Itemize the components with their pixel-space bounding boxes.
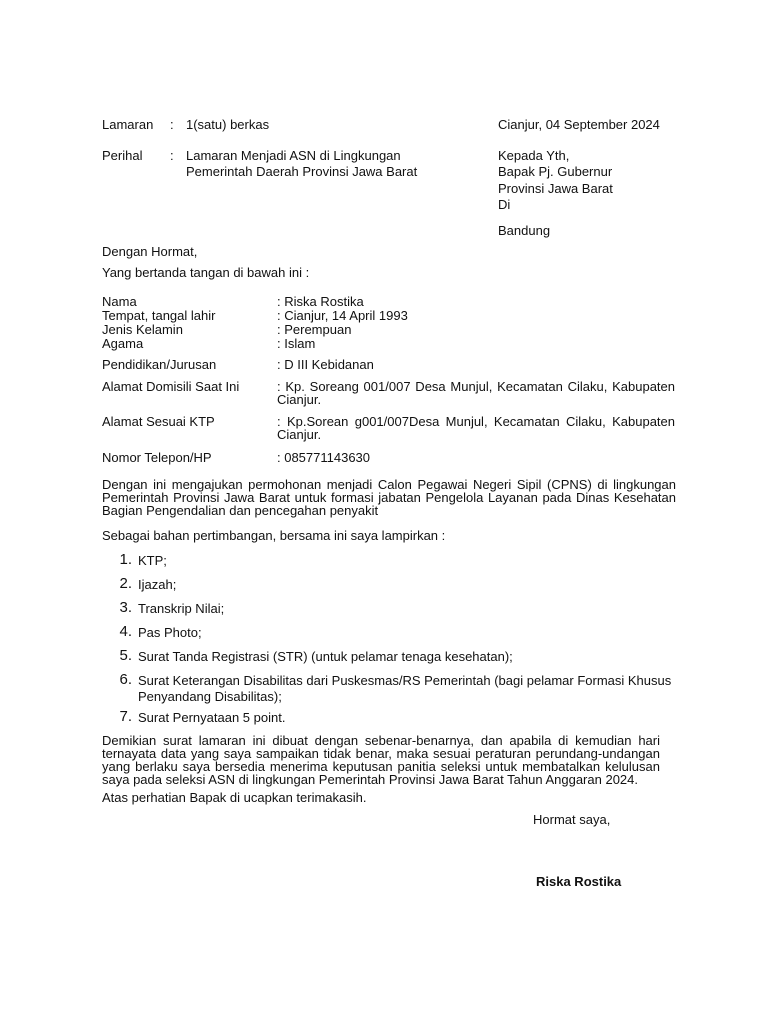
field-label-ktp: Alamat Sesuai KTP bbox=[102, 414, 215, 429]
field-label-domisili: Alamat Domisili Saat Ini bbox=[102, 379, 240, 394]
thanks-line: Atas perhatian Bapak di ucapkan terimakasih. bbox=[102, 790, 367, 805]
recipient-line3: Provinsi Jawa Barat bbox=[498, 181, 613, 196]
list-item: Pas Photo; bbox=[138, 625, 202, 640]
list-item: Transkrip Nilai; bbox=[138, 601, 225, 616]
field-value-ttl: : Cianjur, 14 April 1993 bbox=[277, 308, 408, 323]
perihal-colon: : bbox=[170, 148, 174, 163]
lamaran-value: 1(satu) berkas bbox=[186, 117, 270, 132]
field-value-domisili: : Kp. Soreang 001/007 Desa Munjul, Kecamatan Cilaku, Kabupaten Cianjur. bbox=[277, 379, 675, 407]
field-label-ttl: Tempat, tangal lahir bbox=[102, 308, 216, 323]
list-number: 4. bbox=[119, 623, 132, 640]
list-item: Surat Tanda Registrasi (STR) (untuk pelamar tenaga kesehatan); bbox=[138, 649, 513, 664]
field-label-nama: Nama bbox=[102, 294, 137, 309]
field-value-pendidikan: : D III Kebidanan bbox=[277, 357, 374, 372]
lamaran-colon: : bbox=[170, 117, 174, 132]
field-label-jenis-kelamin: Jenis Kelamin bbox=[102, 322, 183, 337]
signature-name: Riska Rostika bbox=[536, 874, 622, 889]
field-value-telepon: : 085771143630 bbox=[277, 450, 371, 465]
list-item: Ijazah; bbox=[138, 577, 177, 592]
application-paragraph: Dengan ini mengajukan permohonan menjadi Calon Pegawai Negeri Sipil (CPNS) di lingkungan Pemerintah Provinsi Jawa Barat untuk formasi jabatan Pengelola Layanan pada Dinas Kesehatan Bagian Pengendalian dan pencegahan penyakit bbox=[102, 477, 676, 518]
list-number: 6. bbox=[119, 671, 132, 688]
recipient-line2: Bapak Pj. Gubernur bbox=[498, 164, 613, 179]
list-item: Surat Keterangan Disabilitas dari Puskesmas/RS Pemerintah (bagi pelamar Formasi Khusus Penyandang Disabilitas); bbox=[138, 673, 672, 704]
salutation: Dengan Hormat, bbox=[102, 244, 198, 259]
recipient-city: Bandung bbox=[498, 223, 551, 238]
list-number: 1. bbox=[119, 551, 132, 568]
list-number: 5. bbox=[119, 647, 132, 664]
field-value-jenis-kelamin: : Perempuan bbox=[277, 322, 352, 337]
list-item: Surat Pernyataan 5 point. bbox=[138, 710, 286, 725]
intro-line: Yang bertanda tangan di bawah ini : bbox=[102, 265, 310, 280]
lamaran-label: Lamaran bbox=[102, 117, 154, 132]
perihal-label: Perihal bbox=[102, 148, 143, 163]
recipient-line1: Kepada Yth, bbox=[498, 148, 570, 163]
field-label-pendidikan: Pendidikan/Jurusan bbox=[102, 357, 217, 372]
list-number: 3. bbox=[119, 599, 132, 616]
field-label-agama: Agama bbox=[102, 336, 144, 351]
field-label-telepon: Nomor Telepon/HP bbox=[102, 450, 212, 465]
letter-date: Cianjur, 04 September 2024 bbox=[498, 117, 660, 132]
perihal-line1: Lamaran Menjadi ASN di Lingkungan bbox=[186, 148, 401, 163]
field-value-nama: : Riska Rostika bbox=[277, 294, 364, 309]
list-number: 7. bbox=[119, 708, 132, 725]
list-item: KTP; bbox=[138, 553, 167, 568]
recipient-line4: Di bbox=[498, 197, 511, 212]
signature-closing: Hormat saya, bbox=[533, 812, 611, 827]
list-number: 2. bbox=[119, 575, 132, 592]
closing-paragraph: Demikian surat lamaran ini dibuat dengan sebenar-benarnya, dan apabila di kemudian hari ternayata data yang saya sampaikan tidak benar, maka sesuai peraturan perundang-undangan yang berlaku saya bersedia menerima keputusan panitia seleksi untuk membatalkan kelulusan saya pada seleksi ASN di lingkungan Pemerintah Provinsi Jawa Barat Tahun Anggaran 2024. bbox=[102, 733, 660, 787]
attachments-intro: Sebagai bahan pertimbangan, bersama ini saya lampirkan : bbox=[102, 528, 446, 543]
field-value-agama: : Islam bbox=[277, 336, 316, 351]
perihal-line2: Pemerintah Daerah Provinsi Jawa Barat bbox=[186, 164, 418, 179]
field-value-ktp: : Kp.Sorean g001/007Desa Munjul, Kecamatan Cilaku, Kabupaten Cianjur. bbox=[277, 414, 675, 442]
